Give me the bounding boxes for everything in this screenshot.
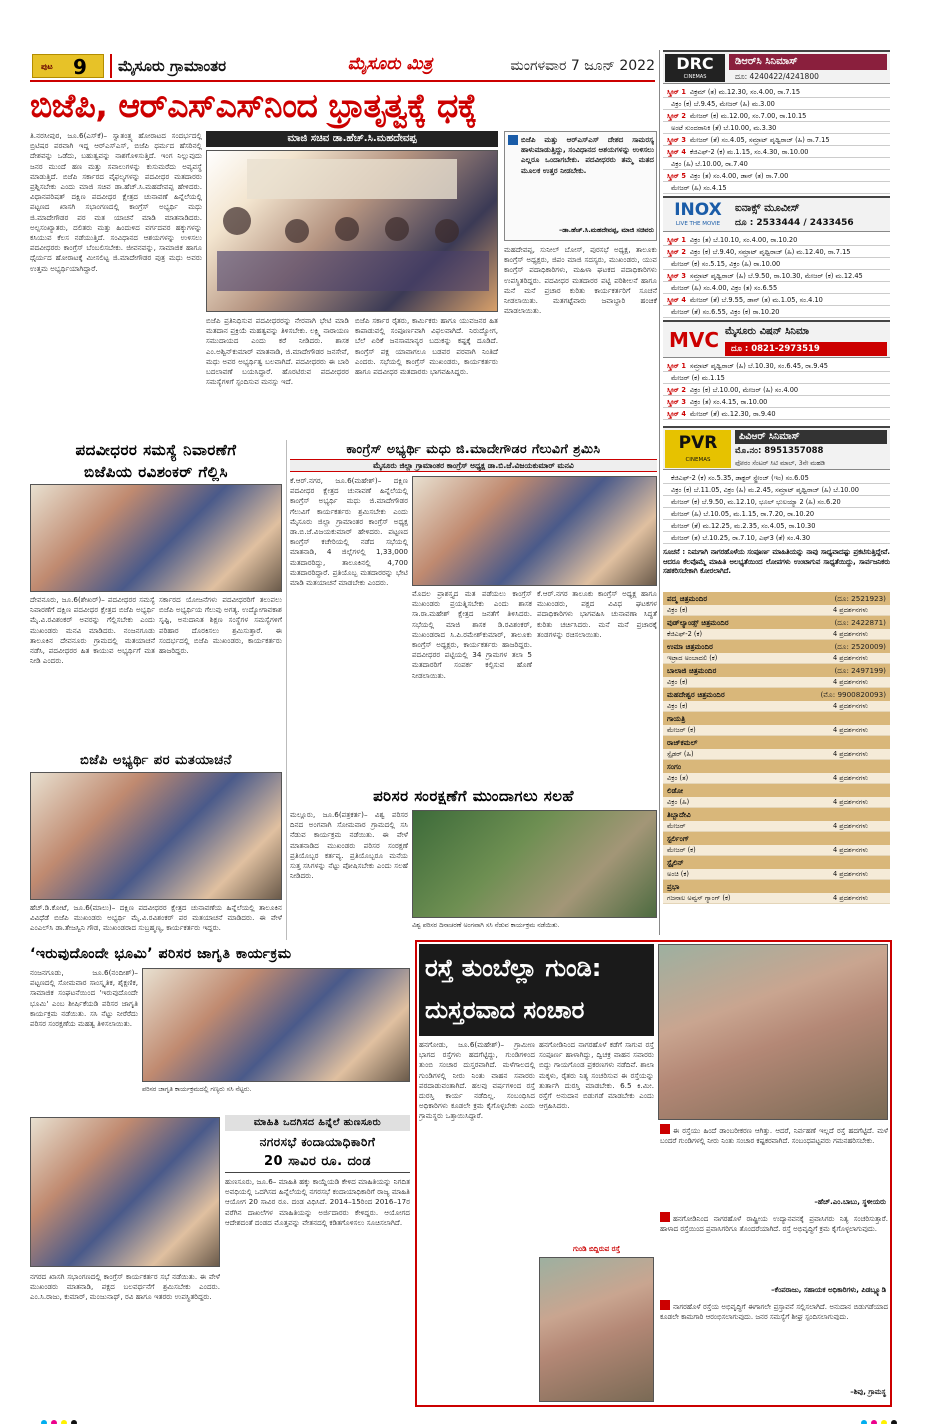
theatre-title: ಸಂಗಂ (667, 762, 682, 771)
theatre-name (663, 640, 890, 653)
story4-subhead: ಮೈಸೂರು ಜಿಲ್ಲಾ ಗ್ರಾಮಾಂತರ ಕಾಂಗ್ರೆಸ್ ಅಧ್ಯಕ್ಷ ಡಾ.ಬಿ.ಜೆ.ವಿಜಯಕುಮಾರ್ ಮನವಿ (290, 459, 657, 472)
theatre-show-row (663, 629, 890, 640)
theatre-show-info: 4 ಪ್ರದರ್ಶನಗಳು (832, 678, 868, 686)
theatre-show-row (663, 845, 890, 856)
page-number: 9 (73, 55, 87, 79)
theatre-phone: (ದೂ: 2497199) (834, 666, 886, 675)
theatre-show-info: 4 ಪ್ರದರ್ಶನಗಳು (832, 822, 868, 830)
story2-photo (30, 484, 282, 592)
inox-logo-text: INOX (674, 200, 722, 220)
mvc-schedule-row (663, 360, 890, 372)
mvc-schedule-row (663, 372, 890, 384)
mvc-schedule-row (663, 408, 890, 420)
story8-headline-line2: ದುಸ್ತರವಾದ ಸಂಚಾರ (425, 996, 585, 1024)
pvr-showtimes: ಮೇಜರ್ (ತೆ) ಮ.12.25, ಮ.2.35, ಸಂ.4.05, ರಾ.10.30 (671, 522, 816, 530)
story3-body: ಹೆಚ್.ಡಿ.ಕೋಟೆ, ಜೂ.6(ಮಾಲು)– ದಕ್ಷಿಣ ಪದವೀಧರರ ಕ್ಷೇತ್ರದ ಚುನಾವಣೆಯ ಹಿನ್ನೆಲೆಯಲ್ಲಿ ತಾಲೂಕಿನ ವಿವಿಧೆಡೆ ಬಿಜೆಪಿ ಮುಖಂಡರು ಅಭ್ಯರ್ಥಿ ಮೈ.ವಿ.ರವಿಶಂಕರ್ ಪರ ಮತಯಾಚನೆ ಮಾಡಿದರು. ಈ ವೇಳೆ ಎಂಎಲ್‌ಸಿ ಡಾ.ತೇಜಸ್ವಿನಿ ಗೌಡ, ಮುಖಂಡರಾದ ಸುಬ್ರಹ್ಮಣ್ಯ, ಕಾರ್ಯಕರ್ತರು ಇದ್ದರು. (30, 903, 282, 933)
page-header (30, 50, 655, 82)
story8-note-1 (660, 1124, 888, 1196)
drc-screen-label: ಸ್ಕ್ರೀನ್ 1 (667, 88, 686, 96)
main-headline: ಬಿಜೆಪಿ, ಆರ್‌ಎಸ್‌ಎಸ್‌ನಿಂದ ಭ್ರಾತೃತ್ವಕ್ಕೆ ಧಕ್ಕೆ (30, 86, 477, 125)
mvc-showtimes: ಸಮ್ರಾಟ್ ಪೃಥ್ವಿರಾಜ್ (ಹಿ) ಬೆ.10.30, ಸಂ.6.45, ರಾ.9.45 (689, 362, 828, 370)
story8-note-1-attrib: –ಹೆಚ್.ಎಂ.ಬಾಬು, ಸ್ಥಳೀಯರು (814, 1198, 886, 1206)
theatre-film: ಗಜನಾಲ ಅವ್ವಸ್ ಗ್ಯಾಂಗ್ (ಕ) (667, 894, 731, 902)
story8-headline-line1: ರಸ್ತೆ ತುಂಬೆಲ್ಲಾ ಗುಂಡಿ: (425, 954, 602, 982)
story8-photo-bottom (539, 1257, 654, 1402)
theatre-film: ವಿಕ್ರಂ (ತ) (667, 774, 689, 782)
story4-photo (412, 476, 657, 586)
theatre-show-info: 4 ಪ್ರದರ್ಶನಗಳು (832, 654, 868, 662)
theatre-show-row (663, 821, 890, 832)
registration-marks (40, 1412, 900, 1420)
drc-showtimes: ವಿಕ್ರಂ (ಹಿ) ಬೆ.10.00, ರಾ.7.40 (671, 160, 748, 168)
pvr-schedule-row (663, 508, 890, 520)
story4-headline: ಕಾಂಗ್ರೆಸ್ ಅಭ್ಯರ್ಥಿ ಮಧು ಜಿ.ಮಾದೇಗೌಡರ ಗೆಲುವಿಗೆ ಶ್ರಮಿಸಿ (346, 441, 601, 456)
pvr-schedule-row (663, 484, 890, 496)
story5-body: ಮಲ್ಲೂರು, ಜೂ.6(ಪತ್ರಕರ್ತ)– ವಿಶ್ವ ಪರಿಸರ ದಿನದ ಅಂಗವಾಗಿ ಸೋಮವಾರ ಗ್ರಾಮದಲ್ಲಿ ಸಸಿ ನೆಡುವ ಕಾರ್ಯಕ್ರಮ ನಡೆಯಿತು. ಈ ವೇಳೆ ಮಾತನಾಡಿದ ಮುಖಂಡರು ಪರಿಸರ ಸಂರಕ್ಷಣೆ ಪ್ರತಿಯೊಬ್ಬರ ಕರ್ತವ್ಯ. ಪ್ರತಿಯೊಬ್ಬರೂ ಮನೆಯ ಸುತ್ತ ಸಸಿಗಳನ್ನು ನೆಟ್ಟು ಪೋಷಿಸಬೇಕು ಎಂದು ಸಲಹೆ ನೀಡಿದರು. (290, 810, 408, 881)
theatre-show-row (663, 893, 890, 904)
story6-photo (142, 968, 410, 1082)
theatre-title: ರಾಜ್‌ಕಮಲ್ (667, 738, 698, 747)
drc-screen-label: ಸ್ಕ್ರೀನ್ 2 (667, 112, 686, 120)
drc-screen-label: ಸ್ಕ್ರೀನ್ 3 (667, 136, 686, 144)
drc-logo (665, 54, 725, 82)
main-story-body-middle-a: ಬಿಜೆಪಿ ಪ್ರತಿನಿಧಿಸುವ ಪದವೀಧರರನ್ನು ನೇರವಾಗಿ ಭೇಟಿ ಮಾಡಿ ಮತದಾನ ಪ್ರಕ್ರಿಯೆ ಮಹತ್ವವನ್ನು ತಿಳಿಸಬೇಕು. ಲಕ್ಷ್ಮಿ ನಾರಾಯಣ ಸಮುದಾಯದ ಎಂದು ಕರೆ ನೀಡಿದರು. ಶಾಸಕ ಎಂ.ಅಶ್ವಿನ್‌ಕುಮಾರ್ ಮಾತನಾಡಿ, ಜಿ.ಮಾದೇಗೌಡರ ಜನಸೇವೆ, ಮಧು ಅವರ ಅಭ್ಯರ್ಥಿತ್ವ ಬಲವಾಗಿದೆ. ಪದವೀಧರರು ಈ ಬಾರಿ ಬದಲಾವಣೆ ಬಯಸಿದ್ದಾರೆ. ಹೊರಟಿರುವ ಪದವೀಧರರ ಸಮಸ್ಯೆಗಳಿಗೆ ಸ್ಪಂದಿಸುವ ಮನಸ್ಸು ಇದೆ. (206, 316, 349, 387)
pvr-showtimes: ಕೆಜಿಎಫ್-2 (ಕ) ಸಂ.5.35, ಡಾಕ್ಟರ್ ಸ್ಟ್ರೇಂಜ್ (ಇಂ) ಸಂ.6.05 (671, 474, 809, 482)
drc-showtimes: ಮೇಜರ್ (ಕ) ಮ.12.00, ಸಂ.7.00, ರಾ.10.15 (689, 112, 807, 120)
inox-schedule-row (663, 258, 890, 270)
drc-schedule-row (663, 182, 890, 194)
theatre-film: ವಿಕ್ರಂ (ಕ) (667, 606, 688, 614)
story7-headline-box (225, 1115, 410, 1173)
inox-showtimes: ಸಮ್ರಾಟ್ ಪೃಥ್ವಿರಾಜ್ (ಹಿ) ಬೆ.9.50, ರಾ.10.30, ಮೇಜರ್ (ಕ) ಮ.12.45 (689, 272, 863, 280)
story8-note-3 (660, 1300, 888, 1384)
pvr-showtimes: ಮೇಜರ್ (ತ) ಬೆ.10.25, ರಾ.7.10, ಎಫ್3 (ತೆ) ಸಂ.4.30 (671, 534, 811, 542)
story5-headline: ಪರಿಸರ ಸಂರಕ್ಷಣೆಗೆ ಮುಂದಾಗಲು ಸಲಹೆ (373, 787, 574, 805)
theatre-name (663, 616, 890, 629)
drc-schedule-row (663, 170, 890, 182)
theatre-name (663, 856, 890, 869)
inox-name: ಐನಾಕ್ಸ್ ಮೂವೀಸ್ (735, 202, 800, 214)
drc-schedule-row (663, 86, 890, 98)
theatre-show-row (663, 797, 890, 808)
theatre-show-info: 4 ಪ್ರದರ್ಶನಗಳು (832, 798, 868, 806)
inox-screen-label: ಸ್ಕ್ರೀನ್ 4 (667, 296, 686, 304)
drc-header (663, 50, 890, 84)
inox-showtimes: ವಿಕ್ರಂ (ತ) ಬೆ.10.10, ಸಂ.4.00, ರಾ.10.20 (689, 236, 798, 244)
bullet-square-icon (660, 1124, 670, 1134)
inox-schedule-row (663, 246, 890, 258)
theatre-name (663, 808, 890, 821)
pvr-schedule-row (663, 520, 890, 532)
pvr-address: ಫೋರಂ ಸೆಂಟರ್ ಸಿಟಿ ಮಾಲ್, 3ನೇ ಮಹಡಿ (735, 459, 825, 467)
inox-header (663, 196, 890, 232)
drc-schedule-row (663, 158, 890, 170)
story6-caption: ಪರಿಸರ ಜಾಗೃತಿ ಕಾರ್ಯಕ್ರಮದಲ್ಲಿ ಗಣ್ಯರು ಸಸಿ ನೆಟ್ಟರು. (142, 1085, 252, 1093)
inox-screen-label: ಸ್ಕ್ರೀನ್ 1 (667, 236, 686, 244)
theatre-title: ವುಡ್‌ಲ್ಯಾಂಡ್ಸ್ ಚಿತ್ರಮಂದಿರ (667, 618, 729, 627)
theatre-film: ಮೇಜರ್ (667, 822, 686, 830)
mvc-showtimes: ಮೇಜರ್ (ತೆ) ಮ.12.30, ರಾ.9.40 (689, 410, 776, 418)
story8-note-2-text: ಹನಗೋಡಿನಿಂದ ನಾಗರಹೊಳೆ ರಾಷ್ಟ್ರೀಯ ಉದ್ಯಾನವನಕ್ಕೆ ಪ್ರವಾಸಿಗರು ನಿತ್ಯ ಸಂಚರಿಸುತ್ತಾರೆ. ಹಾಳಾದ ರಸ್ತೆಯಿಂದ ಪ್ರವಾಸಿಗರಿಗೂ ತೊಂದರೆಯಾಗಿದೆ. ರಸ್ತೆ ಅಭಿವೃದ್ಧಿಗೆ ಕ್ರಮ ಕೈಗೊಳ್ಳಲಾಗುವುದು. (660, 1215, 888, 1233)
pvr-phone: ಮೊ.ನಂ: 8951357088 (735, 446, 824, 456)
story5-caption: ವಿಶ್ವ ಪರಿಸರ ದಿನಾಚರಣೆ ಅಂಗವಾಗಿ ಸಸಿ ನೆಡುವ ಕಾರ್ಯಕ್ರಮ ನಡೆಯಿತು. (412, 921, 560, 929)
column-rule (286, 440, 287, 940)
mvc-screen-label: ಸ್ಕ್ರೀನ್ 2 (667, 386, 686, 394)
bullet-square-icon (660, 1212, 670, 1222)
page-number-badge (32, 54, 104, 78)
story6-body: ನಂಜನಗೂಡು, ಜೂ.6(ನಂದೀಶ್)– ಪಟ್ಟಣದಲ್ಲಿ ಸೋಮವಾರ ಸಾಂಸ್ಕೃತಿಕ, ಶೈಕ್ಷಣಿಕ, ಸಾಮಾಜಿಕ ಸಂಘಟನೆಯಿಂದ 'ಇರುವುದೊಂದೇ ಭೂಮಿ' ಎಂಬ ಶೀರ್ಷಿಕೆಯಡಿ ಪರಿಸರ ಜಾಗೃತಿ ಕಾರ್ಯಕ್ರಮ ನಡೆಯಿತು. ಸಸಿ ನೆಟ್ಟು ನೀರೆರೆದು ಪರಿಸರ ಸಂರಕ್ಷಣೆಯ ಮಹತ್ವ ತಿಳಿಸಲಾಯಿತು. (30, 968, 138, 1029)
story9-photo (30, 1117, 220, 1267)
theatre-title: ತಿಬ್ಬಾದೇವಿ (667, 810, 691, 819)
mvc-header (663, 320, 890, 358)
inox-schedule-row (663, 294, 890, 306)
drc-screen-label: ಸ್ಕ್ರೀನ್ 5 (667, 172, 686, 180)
inox-schedule-row (663, 234, 890, 246)
inox-screen-label: ಸ್ಕ್ರೀನ್ 2 (667, 248, 686, 256)
theatre-show-info: 4 ಪ್ರದರ್ಶನಗಳು (832, 750, 868, 758)
drc-schedule-row (663, 122, 890, 134)
inox-logo-sub: LIVE THE MOVIE (675, 221, 721, 227)
inox-schedule-row (663, 270, 890, 282)
main-story-subhead: ಮಾಜಿ ಸಚಿವ ಡಾ.ಹೆಚ್.ಸಿ.ಮಹದೇವಪ್ಪ (206, 131, 498, 147)
inox-showtimes: ಮೇಜರ್ (ಹಿ) ಸಂ.4.00, ವಿಕ್ರಂ (ತ) ಸಂ.6.55 (671, 284, 778, 292)
theatre-show-info: 4 ಪ್ರದರ್ಶನಗಳು (832, 606, 868, 614)
theatre-title: ಸ್ಟೈಲಿನ್ (667, 858, 684, 867)
mvc-screen-label: ಸ್ಕ್ರೀನ್ 1 (667, 362, 686, 370)
story2-body: ದೇವನೂರು, ಜೂ.6(ಶೇಖರ್)– ಪದವೀಧರರ ಸಮಸ್ಯೆ ನಿವಾರಣೆಗೆ ದಕ್ಷಿಣ ಪದವೀಧರ ಕ್ಷೇತ್ರದ ಬಿಜೆಪಿ ಅಭ್ಯರ್ಥಿ ಮೈ.ವಿ.ರವಿಶಂಕರ್ ಅವರನ್ನು ಗೆಲ್ಲಿಸಬೇಕು ಎಂದು ಮುಖಂಡರು ಮನವಿ ಮಾಡಿದರು. ನಂಜನಗೂಡು ತಾಲೂಕಿನ ದೇವನೂರು ಗ್ರಾಮದಲ್ಲಿ ಮತಯಾಚನೆ ನಡೆಸಿ, ಪದವೀಧರರ ಹಿತ ಕಾಯುವ ಅಭ್ಯರ್ಥಿಗೆ ಮತ ನೀಡಿ ಎಂದರು. (30, 595, 155, 666)
theatre-title: ಲಿಡೋ (667, 786, 684, 795)
main-story-body-right: ಮಹದೇವಪ್ಪ, ಸುನೀಲ್ ಬೋಸ್, ಪುರಸಭೆ ಅಧ್ಯಕ್ಷ, ತಾಲೂಕು ಕಾಂಗ್ರೆಸ್ ಅಧ್ಯಕ್ಷರು, ಜಿಪಂ ಮಾಜಿ ಸದಸ್ಯರು, ಮುಖಂಡರು, ಯುವ ಕಾಂಗ್ರೆಸ್ ಪದಾಧಿಕಾರಿಗಳು, ಮಹಿಳಾ ಘಟಕದ ಪದಾಧಿಕಾರಿಗಳು ಉಪಸ್ಥಿತರಿದ್ದರು. ಪದವೀಧರ ಮತದಾರರ ಪಟ್ಟಿ ಪರಿಶೀಲನೆ ಹಾಗೂ ಮನೆ ಮನೆ ಪ್ರಚಾರ ಕುರಿತು ಕಾರ್ಯಕರ್ತರಿಗೆ ಸೂಚನೆ ನೀಡಲಾಯಿತು. ಮತಗಟ್ಟೆವಾರು ಜವಾಬ್ದಾರಿ ಹಂಚಿಕೆ ಮಾಡಲಾಯಿತು. (504, 245, 657, 316)
inox-schedule-row (663, 306, 890, 318)
theatre-title: ಪ್ರಭಾ (667, 882, 680, 891)
theatre-film: ವಿಕ್ರಂ (ಹಿ) (667, 798, 690, 806)
theatre-title: ಬಾಲಾಜಿ ಚಿತ್ರಮಂದಿರ (667, 666, 717, 675)
drc-showtimes: ಕೆಜಿಎಫ್-2 (ಕ) ಮ.1.15, ಸಂ.4.30, ರಾ.10.00 (689, 148, 809, 156)
story8-body: ಹನಗೋಡು, ಜೂ.6(ಮಹೇಶ್)– ಗ್ರಾಮೀಣ ಭಾಗದ ರಸ್ತೆಗಳು ಹದಗೆಟ್ಟಿದ್ದು, ಗುಂಡಿಗಳಿಂದ ತುಂಬಿ ಸಂಚಾರ ದುಸ್ತರವಾಗಿದೆ. ಮಳೆಗಾಲದಲ್ಲಿ ಗುಂಡಿಗಳಲ್ಲಿ ನೀರು ನಿಂತು ವಾಹನ ಸವಾರರು ಪರದಾಡುವಂತಾಗಿದೆ. ಹಲವು ವರ್ಷಗಳಿಂದ ರಸ್ತೆ ದುರಸ್ತಿ ಕಾರ್ಯ ನಡೆದಿಲ್ಲ. ಸಂಬಂಧಿಸಿದ ಅಧಿಕಾರಿಗಳು ಕೂಡಲೇ ಕ್ರಮ ಕೈಗೊಳ್ಳಬೇಕು ಎಂದು ಗ್ರಾಮಸ್ಥರು ಒತ್ತಾಯಿಸಿದ್ದಾರೆ. (419, 1040, 535, 1121)
theatre-show-row (663, 869, 890, 880)
story8-body-2: ಹನಗೋಡಿನಿಂದ ನಾಗರಹೊಳೆ ಕಡೆಗೆ ಸಾಗುವ ರಸ್ತೆ ಸಂಪೂರ್ಣ ಹಾಳಾಗಿದ್ದು, ದ್ವಿಚಕ್ರ ವಾಹನ ಸವಾರರು ಬಿದ್ದು ಗಾಯಗೊಂಡ ಪ್ರಕರಣಗಳು ನಡೆದಿವೆ. ಶಾಲಾ ಮಕ್ಕಳು, ರೈತರು ನಿತ್ಯ ಸಂಚರಿಸುವ ಈ ರಸ್ತೆಯನ್ನು ತುರ್ತಾಗಿ ದುರಸ್ತಿ ಮಾಡಬೇಕು. 6.5 ಕಿ.ಮೀ. ರಸ್ತೆಗೆ ಅನುದಾನ ಬಿಡುಗಡೆ ಮಾಡಬೇಕು ಎಂದು ಆಗ್ರಹಿಸಿದರು. (539, 1040, 654, 1111)
drc-showtimes: ಅಂಟೆ ಸುಂದರಾನಿಕಿ (ತೆ) ಬೆ.10.00, ಮ.3.30 (671, 124, 777, 132)
pvr-name: ಪಿವಿಆರ್ ಸಿನಿಮಾಸ್ (735, 430, 887, 444)
drc-phone: ದೂ: 4240422/4241800 (735, 72, 819, 81)
quote-marker (508, 135, 518, 145)
theatre-phone: (ದೂ: 2521923) (834, 594, 886, 603)
theatre-name (663, 712, 890, 725)
story8-photo-top (658, 944, 888, 1120)
story4-body-3: ಕೆ.ಆರ್.ನಗರ ತಾಲೂಕು ಕಾಂಗ್ರೆಸ್ ಅಧ್ಯಕ್ಷ ಹಾಗೂ ಮುಖಂಡರು, ಪಕ್ಷದ ವಿವಿಧ ಘಟಕಗಳ ಪದಾಧಿಕಾರಿಗಳು ಭಾಗವಹಿಸಿ ಚುನಾವಣಾ ಸಿದ್ಧತೆ ಕುರಿತು ಚರ್ಚಿಸಿದರು. ಮನೆ ಮನೆ ಪ್ರಚಾರಕ್ಕೆ ತಂಡಗಳನ್ನು ರಚಿಸಲಾಯಿತು. (537, 589, 657, 639)
main-story-quote: ಬಿಜೆಪಿ ಮತ್ತು ಆರ್‌ಎಸ್‌ಎಸ್ ದೇಶದ ಸಾಮರಸ್ಯ ಹಾಳುಮಾಡುತ್ತಿದ್ದು, ಸಂವಿಧಾನದ ಆಶಯಗಳನ್ನು ಉಳಿಸಲು ಎಲ್ಲರೂ ಒಂದಾಗಬೇಕು. ಪದವೀಧರರು ತಮ್ಮ ಮತದ ಮೂಲಕ ಉತ್ತರ ನೀಡಬೇಕು. (521, 135, 654, 175)
drc-showtimes: ವಿಕ್ರಮ್ (ತ) ಮ.12.30, ಸಂ.4.00, ರಾ.7.15 (689, 88, 801, 96)
theatre-title: ಮಹದೇಶ್ವರ ಚಿತ್ರಮಂದಿರ (667, 690, 725, 699)
pvr-schedule-row (663, 472, 890, 484)
mvc-showtimes: ವಿಕ್ರಂ (ಕ) ಬೆ.10.00, ಮೇಜರ್ (ಹಿ) ಸಂ.4.00 (689, 386, 799, 394)
story4-body-2: ಮೊದಲ ಪ್ರಾಶಸ್ತ್ಯದ ಮತ ಪಡೆಯಲು ಕಾಂಗ್ರೆಸ್ ಮುಖಂಡರು ಪ್ರಯತ್ನಿಸಬೇಕು ಎಂದು ಶಾಸಕ ಸಾ.ರಾ.ಮಹೇಶ್ ಕ್ಷೇತ್ರದ ಜನತೆಗೆ ತಿಳಿಸಿದರು. ಸಭೆಯಲ್ಲಿ ಮಾಜಿ ಶಾಸಕ ಡಿ.ರವಿಶಂಕರ್, ಮುಖಂಡರಾದ ಸಿ.ಪಿ.ರಮೇಶ್‌ಕುಮಾರ್, ತಾಲೂಕು ಕಾಂಗ್ರೆಸ್ ಅಧ್ಯಕ್ಷರು, ಕಾರ್ಯಕರ್ತರು ಹಾಜರಿದ್ದರು. ಪದವೀಧರರ ಪಟ್ಟಿಯಲ್ಲಿ 34 ಗ್ರಾಮಗಳ ತಲಾ 5 ಮತದಾರರಿಗೆ ಸಂಪರ್ಕ ಕಲ್ಪಿಸುವ ಹೊಣೆ ನೀಡಲಾಯಿತು. (412, 589, 532, 680)
theatre-name (663, 832, 890, 845)
main-story-quote-attrib: –ಡಾ.ಹೆಚ್.ಸಿ.ಮಹದೇವಪ್ಪ, ಮಾಜಿ ಸಚಿವರು (558, 226, 654, 234)
inox-logo (665, 200, 731, 230)
pvr-logo-text: PVR (678, 433, 718, 453)
drc-schedule-row (663, 98, 890, 110)
story9-body: ನಗರದ ಖಾಸಗಿ ಸಭಾಂಗಣದಲ್ಲಿ ಕಾಂಗ್ರೆಸ್ ಕಾರ್ಯಕರ್ತರ ಸಭೆ ನಡೆಯಿತು. ಈ ವೇಳೆ ಮುಖಂಡರು ಮಾತನಾಡಿ, ಪಕ್ಷದ ಬಲವರ್ಧನೆಗೆ ಶ್ರಮಿಸಬೇಕು ಎಂದರು. ಎಂ.ಸಿ.ರಾಜು, ಕುಮಾರ್, ಮಂಜುನಾಥ್, ರವಿ ಹಾಗೂ ಇತರರು ಉಪಸ್ಥಿತರಿದ್ದರು. (30, 1272, 220, 1302)
theatre-show-row (663, 749, 890, 760)
pvr-showtimes: ಮೇಜರ್ (ಕ) ಬೆ.9.50, ಮ.12.10, ಭೂಲ್ ಭುಲಯ್ಯಾ 2 (ಹಿ) ಸಂ.6.20 (671, 498, 841, 506)
theatre-title: ಉಮಾ ಚಿತ್ರಮಂದಿರ (667, 642, 713, 651)
theatre-phone: (ದೂ: 2520009) (834, 642, 886, 651)
inox-phone: ದೂ : 2533444 / 2433456 (735, 218, 854, 228)
mvc-showtimes: ಮೇಜರ್ (ಕ) ಮ.1.15 (671, 374, 725, 382)
theatre-film: ಅಂಚಿ (ಕ) (667, 870, 689, 878)
theatre-show-info: 4 ಪ್ರದರ್ಶನಗಳು (832, 630, 868, 638)
theatre-name (663, 880, 890, 893)
story3-photo (30, 772, 282, 900)
drc-logo-sub: CINEMAS (683, 74, 707, 80)
theatre-name (663, 784, 890, 797)
inox-showtimes: ಮೇಜರ್ (ತೆ) ಬೆ.9.55, ಡಾನ್ (ತ) ಮ.1.05, ಸಂ.4.10 (689, 296, 823, 304)
inox-schedule-row (663, 282, 890, 294)
story8-note-2 (660, 1212, 888, 1284)
drc-showtimes: ವಿಕ್ರಂ (ಕ) ಬೆ.9.45, ಮೇಜರ್ (ಹಿ) ಮ.3.00 (671, 100, 775, 108)
story7-headline-line3: 20 ಸಾವಿರ ರೂ. ದಂಡ (264, 1154, 371, 1169)
header-rule (30, 80, 655, 82)
mvc-showtimes: ವಿಕ್ರಂ (ತ) ಸಂ.4.15, ರಾ.10.00 (689, 398, 768, 406)
story2-headline-line1: ಪದವೀಧರರ ಸಮಸ್ಯೆ ನಿವಾರಣೆಗೆ (75, 441, 237, 459)
drc-name: ಡಿಆರ್‌ಸಿ ಸಿನಿಮಾಸ್ (729, 54, 887, 70)
pvr-note: ಸೂಚನೆ : ನಿಮಗಾಗಿ ನಾಗರಹೊಳೆಯ ಸಂಪೂರ್ಣ ಮಾಹಿತಿಯನ್ನು ನಾವು ಸಾಧ್ಯವಾದಷ್ಟು ಪ್ರಕಟಿಸುತ್ತಿದ್ದೇವೆ. ಆದರೂ ಕೆಲವೊಮ್ಮೆ ಮಾಹಿತಿ ಅಲಭ್ಯತೆಯಿಂದ ಲೋಪಗಳು ಉಂಟಾಗುವ ಸಾಧ್ಯತೆಯಿದ್ದು, ಸಾರ್ವಜನಿಕರು ಸಹಕರಿಸಬೇಕಾಗಿ ಕೋರಲಾಗಿದೆ. (663, 548, 890, 576)
theatre-name (663, 736, 890, 749)
mvc-screen-label: ಸ್ಕ್ರೀನ್ 3 (667, 398, 686, 406)
main-story-photo (206, 150, 498, 312)
theatre-film: ವಿಕ್ರಂ (ಕ) (667, 678, 688, 686)
pvr-schedule-row (663, 496, 890, 508)
mvc-phone: ದೂ : 0821-2973519 (725, 342, 887, 356)
mvc-screen-label: ಸ್ಕ್ರೀನ್ 4 (667, 410, 686, 418)
story8-note-3-attrib: –ಶಿವು, ಗ್ರಾಮಸ್ಥ (850, 1388, 886, 1396)
theatre-film: ಮೇಜರ್ (ಕ) (667, 846, 696, 854)
theatre-show-info: 4 ಪ್ರದರ್ಶನಗಳು (832, 726, 868, 734)
theatre-show-info: 4 ಪ್ರದರ್ಶನಗಳು (832, 702, 868, 710)
theatre-title: ಪದ್ಮ ಚಿತ್ರಮಂದಿರ (667, 594, 708, 603)
story8-note-2-attrib: –ಕೆಂಪರಾಜು, ಸಹಾಯಕ ಅಧಿಕಾರಿಗಳು, ಪಿಡಬ್ಲ್ಯೂಡಿ (771, 1286, 886, 1294)
mvc-name: ಮೈಸೂರು ವಿಷನ್ ಸಿನಿಮಾ (725, 326, 810, 337)
main-story-body-middle-b: ಬಿಜೆಪಿ ಸರ್ಕಾರ ರೈತರು, ಕಾರ್ಮಿಕರು ಹಾಗೂ ಯುವಜನರ ಹಿತ ಕಾಪಾಡುವಲ್ಲಿ ಸಂಪೂರ್ಣವಾಗಿ ವಿಫಲವಾಗಿದೆ. ನಿರುದ್ಯೋಗ, ಬೆಲೆ ಏರಿಕೆ ಜನಸಾಮಾನ್ಯರ ಬದುಕನ್ನು ಕಷ್ಟಕ್ಕೆ ದೂಡಿದೆ. ಕಾಂಗ್ರೆಸ್ ಪಕ್ಷ ಯಾವಾಗಲೂ ಬಡವರ ಪರವಾಗಿ ನಿಂತಿದೆ ಎಂದರು. ಸಭೆಯಲ್ಲಿ ಕಾಂಗ್ರೆಸ್ ಮುಖಂಡರು, ಕಾರ್ಯಕರ್ತರು ಹಾಗೂ ಪದವೀಧರ ಮತದಾರರು ಭಾಗವಹಿಸಿದ್ದರು. (355, 316, 498, 377)
story8-headline-band (419, 944, 654, 1036)
bullet-square-icon (660, 1300, 670, 1310)
theatre-film: ಇಟ್ರಾದ ಅಂಬಾದಲಿ (ಕ) (667, 654, 718, 662)
theatre-film: ಮೇಜರ್ (ಕ) (667, 726, 696, 734)
drc-showtimes: ಮೇಜರ್ (ಹಿ) ಸಂ.4.15 (671, 184, 727, 192)
theatre-name (663, 760, 890, 773)
story2-headline-line2: ಬಿಜೆಪಿಯ ರವಿಶಂಕರ್ ಗೆಲ್ಲಿಸಿ (84, 463, 228, 481)
inox-showtimes: ವಿಕ್ರಂ (ಕ) ಬೆ.9.40, ಸಮ್ರಾಟ್ ಪೃಥ್ವಿರಾಜ್ (ಹಿ) ಮ.12.40, ರಾ.7.15 (689, 248, 851, 256)
theatre-show-info: 4 ಪ್ರದರ್ಶನಗಳು (832, 846, 868, 854)
section-label: ಮೈಸೂರು ಗ್ರಾಮಾಂತರ (110, 54, 330, 78)
theatre-phone: (ದೂ: 2422871) (834, 618, 886, 627)
drc-showtimes: ವಿಕ್ರಂ (ತ) ಸಂ.4.00, ಡಾನ್ (ತ) ರಾ.7.00 (689, 172, 789, 180)
drc-logo-text: DRC (676, 54, 714, 73)
story7-body: ಹುಣಸೂರು, ಜೂ.6– ಮಾಹಿತಿ ಹಕ್ಕು ಕಾಯ್ದೆಯಡಿ ಕೇಳಿದ ಮಾಹಿತಿಯನ್ನು ನಿಗದಿತ ಅವಧಿಯಲ್ಲಿ ಒದಗಿಸದ ಹಿನ್ನೆಲೆಯಲ್ಲಿ ನಗರಸಭೆ ಕಂದಾಯಾಧಿಕಾರಿಗೆ ರಾಜ್ಯ ಮಾಹಿತಿ ಆಯೋಗ 20 ಸಾವಿರ ರೂ. ದಂಡ ವಿಧಿಸಿದೆ. 2014–15ರಿಂದ 2016–17ರ ವರೆಗಿನ ದಾಖಲೆಗಳ ಮಾಹಿತಿಯನ್ನು ಅರ್ಜಿದಾರರು ಕೇಳಿದ್ದರು. ಆಯೋಗದ ಆದೇಶದಂತೆ ದಂಡದ ಮೊತ್ತವನ್ನು ವೇತನದಲ್ಲಿ ಕಡಿತಗೊಳಿಸಲು ಸೂಚಿಸಲಾಗಿದೆ. (225, 1177, 410, 1227)
theatre-show-info: 4 ಪ್ರದರ್ಶನಗಳು (832, 774, 868, 782)
story8-note-3-text: ನಾಗರಹೊಳೆ ರಸ್ತೆಯ ಅಭಿವೃದ್ಧಿಗೆ ಈಗಾಗಲೇ ಪ್ರಸ್ತಾವನೆ ಸಲ್ಲಿಸಲಾಗಿದೆ. ಅನುದಾನ ಬಿಡುಗಡೆಯಾದ ಕೂಡಲೇ ಕಾಮಗಾರಿ ಆರಂಭಿಸಲಾಗುವುದು. ಜನರ ಸಮಸ್ಯೆಗೆ ಶೀಘ್ರ ಸ್ಪಂದಿಸಲಾಗುವುದು. (660, 1303, 888, 1321)
inox-screen-label: ಸ್ಕ್ರೀನ್ 3 (667, 272, 686, 280)
theatre-show-row (663, 653, 890, 664)
main-story-quote-box (504, 131, 657, 241)
drc-schedule-row (663, 146, 890, 158)
theatre-name (663, 664, 890, 677)
theatre-show-row (663, 725, 890, 736)
story3-headline: ಬಿಜೆಪಿ ಅಭ್ಯರ್ಥಿ ಪರ ಮತಯಾಚನೆ (80, 753, 232, 768)
story4-body: ಕೆ.ಆರ್.ನಗರ, ಜೂ.6(ಮಹೇಶ್)– ದಕ್ಷಿಣ ಪದವೀಧರ ಕ್ಷೇತ್ರದ ಚುನಾವಣೆ ಹಿನ್ನೆಲೆಯಲ್ಲಿ ಕಾಂಗ್ರೆಸ್ ಅಭ್ಯರ್ಥಿ ಮಧು ಜಿ.ಮಾದೇಗೌಡರ ಗೆಲುವಿಗೆ ಕಾರ್ಯಕರ್ತರು ಶ್ರಮಿಸಬೇಕು ಎಂದು ಮೈಸೂರು ಜಿಲ್ಲಾ ಗ್ರಾಮಾಂತರ ಕಾಂಗ್ರೆಸ್ ಅಧ್ಯಕ್ಷ ಡಾ.ಬಿ.ಜೆ.ವಿಜಯಕುಮಾರ್ ಹೇಳಿದರು. ಪಟ್ಟಣದ ಕಾಂಗ್ರೆಸ್ ಕಚೇರಿಯಲ್ಲಿ ನಡೆದ ಸಭೆಯಲ್ಲಿ ಮಾತನಾಡಿ, 4 ಜಿಲ್ಲೆಗಳಲ್ಲಿ 1,33,000 ಮತದಾರರಿದ್ದು, ತಾಲೂಕಿನಲ್ಲಿ 4,700 ಮತದಾರರಿದ್ದಾರೆ. ಪ್ರತಿಯೊಬ್ಬ ಮತದಾರರನ್ನು ಭೇಟಿ ಮಾಡಿ ಮತಯಾಚನೆ ಮಾಡಬೇಕು ಎಂದರು. (290, 476, 408, 588)
mvc-logo: MVC (669, 328, 720, 352)
masthead: ಮೈಸೂರು ಮಿತ್ರ (347, 54, 433, 74)
story8-note-1-text: ಈ ರಸ್ತೆಯು ಹಿಂದೆ ಡಾಂಬರೀಕರಣ ಆಗಿತ್ತು. ಆದರೆ, ನಿರ್ವಹಣೆ ಇಲ್ಲದೆ ರಸ್ತೆ ಹದಗೆಟ್ಟಿದೆ. ಮಳೆ ಬಂದರೆ ಗುಂಡಿಗಳಲ್ಲಿ ನೀರು ನಿಂತು ಸಂಚಾರ ಕಷ್ಟಕರವಾಗಿದೆ. ಸಂಬಂಧಪಟ್ಟವರು ಗಮನಹರಿಸಬೇಕು. (660, 1127, 888, 1145)
pvr-logo-sub: CINEMAS (685, 457, 711, 463)
theatre-film: ವಿಕ್ರಂ (ಕ) (667, 702, 688, 710)
pvr-showtimes: ಮೇಜರ್ (ಹಿ) ಬೆ.10.05, ಮ.1.15, ರಾ.7.20, ರಾ.10.20 (671, 510, 815, 518)
theatre-name (663, 688, 890, 701)
story7-headline-line1: ಮಾಹಿತಿ ಒದಗಿಸದ ಹಿನ್ನೆಲೆ ಹುಣಸೂರು (225, 1115, 410, 1131)
theatre-title: ಸ್ಟರ್ಲಿಂಗ್ (667, 834, 690, 843)
story5-photo (412, 810, 657, 918)
theatre-phone: (ಮೊ: 9900820093) (820, 690, 886, 699)
theatre-show-row (663, 701, 890, 712)
theatre-show-row (663, 677, 890, 688)
page-word: ಪುಟ (41, 62, 53, 71)
pvr-header (663, 426, 890, 470)
inox-showtimes: ಮೇಜರ್ (ಕ) ಸಂ.5.15, ವಿಕ್ರಂ (ಹಿ) ರಾ.10.00 (671, 260, 781, 268)
drc-schedule-row (663, 110, 890, 122)
theatre-show-info: 4 ಪ್ರದರ್ಶನಗಳು (832, 870, 868, 878)
story2-body-2: ಸರ್ಕಾರದ ಯೋಜನೆಗಳು ಪದವೀಧರರಿಗೆ ತಲುಪಲು ಬಿಜೆಪಿ ಅಭ್ಯರ್ಥಿಯ ಗೆಲುವು ಅಗತ್ಯ. ಉದ್ಯೋಗಾವಕಾಶ ಸೃಷ್ಟಿ, ಅನುದಾನಿತ ಶಿಕ್ಷಣ ಸಂಸ್ಥೆಗಳ ಸಮಸ್ಯೆಗಳಿಗೆ ಪರಿಹಾರ ದೊರಕಿಸಲು ಶ್ರಮಿಸುತ್ತಾರೆ. ಈ ಸಂದರ್ಭದಲ್ಲಿ ಬಿಜೆಪಿ ಮುಖಂಡರು, ಕಾರ್ಯಕರ್ತರು ಹಾಜರಿದ್ದರು. (159, 595, 282, 656)
theatre-show-row (663, 605, 890, 616)
theatre-film: ಕೆಜಿಎಫ್-2 (ಕ) (667, 630, 703, 638)
story6-headline: ‘ಇರುವುದೊಂದೇ ಭೂಮಿ’ ಪರಿಸರ ಜಾಗೃತಿ ಕಾರ್ಯಕ್ರಮ (30, 946, 292, 962)
theatre-title: ಗಾಯತ್ರಿ (667, 714, 686, 723)
theatre-show-row (663, 773, 890, 784)
theatre-show-info: 4 ಪ್ರದರ್ಶನಗಳು (832, 894, 868, 902)
drc-screen-label: ಸ್ಕ್ರೀನ್ 4 (667, 148, 686, 156)
mvc-schedule-row (663, 384, 890, 396)
pvr-logo (665, 430, 731, 468)
inox-showtimes: ಮೇಜರ್ (ತೆ) ಸಂ.6.55, ವಿಕ್ರಂ (ಕ) ರಾ.10.20 (671, 308, 780, 316)
column-rule (659, 50, 660, 935)
header-date: ಮಂಗಳವಾರ 7 ಜೂನ್ 2022 (510, 58, 655, 74)
drc-schedule-row (663, 134, 890, 146)
story7-headline-line2: ನಗರಸಭೆ ಕಂದಾಯಾಧಿಕಾರಿಗೆ (259, 1135, 376, 1149)
theatre-name (663, 592, 890, 605)
mvc-schedule-row (663, 396, 890, 408)
pvr-showtimes: ವಿಕ್ರಂ (ಕ) ಬೆ.11.05, ವಿಕ್ರಂ (ಹಿ) ಮ.2.45, ಸಮ್ರಾಟ್ ಪೃಥ್ವಿರಾಜ್ (ಹಿ) ಬೆ.10.00 (671, 486, 859, 494)
story8-photo-caption: ಗುಂಡಿ ಬಿದ್ದಿರುವ ರಸ್ತೆ (573, 1245, 620, 1253)
pvr-schedule-row (663, 532, 890, 544)
drc-showtimes: ಮೇಜರ್ (ತೆ) ಸಂ.4.05, ಸಮ್ರಾಟ್ ಪೃಥ್ವಿರಾಜ್ (ಹಿ) ರಾ.7.15 (689, 136, 830, 144)
theatre-film: ಸ್ಪೈಡರ್ (ಹಿ) (667, 750, 694, 758)
main-story-body-left: ತಿ.ನರಸೀಪುರ, ಜೂ.6(ಎಸ್‌ಕೆ)– ಸ್ವಾತಂತ್ರ್ಯ ಹೋರಾಟದ ಸಂದರ್ಭದಲ್ಲಿ ಬ್ರಿಟಿಷರ ಪರವಾಗಿ ಇದ್ದ ಆರ್‌ಎಸ್‌ಎಸ್, ಬಿಜೆಪಿ ಧರ್ಮದ ಹೆಸರಿನಲ್ಲಿ ದೇಶವನ್ನು ಒಡೆದು, ಬಹುತ್ವವನ್ನು ನಾಶಗೊಳಿಸುತ್ತಿದೆ. ಇಂಗ ನಿಲ್ಲುವುದು ಜನರ ಮುಂದೆ ಹಣ ಮತ್ತು ಸವಾಲುಗಳನ್ನು ಕುಸುಮರೆದು ಅವ್ಯವಸ್ಥೆ ಮಾಡುತ್ತಿದೆ. ಬಿಜೆಪಿ ಸರ್ಕಾರದ ವೈಫಲ್ಯಗಳನ್ನು ಪದವೀಧರ ಮತದಾರರು ಪ್ರಶ್ನಿಸಬೇಕು ಎಂದು ಮಾಜಿ ಸಚಿವ ಡಾ.ಹೆಚ್.ಸಿ.ಮಹದೇವಪ್ಪ ಹೇಳಿದರು. ವಿಧಾನಪರಿಷತ್ ದಕ್ಷಿಣ ಪದವೀಧರ ಕ್ಷೇತ್ರದ ಚುನಾವಣೆ ಹಿನ್ನೆಲೆಯಲ್ಲಿ ಪಟ್ಟಣದ ಖಾಸಗಿ ಸಭಾಂಗಣದಲ್ಲಿ ಕಾಂಗ್ರೆಸ್ ಅಭ್ಯರ್ಥಿ ಮಧು ಜಿ.ಮಾದೇಗೌಡರ ಪರ ಮತ ಯಾಚನೆ ಮಾಡಿ ಮಾತನಾಡಿದರು. ಅಲ್ಪಸಂಖ್ಯಾತರು, ದಲಿತರು ಮತ್ತು ಹಿಂದುಳಿದ ವರ್ಗದವರ ಹಕ್ಕುಗಳನ್ನು ಕಸಿಯುವ ಕೆಲಸ ನಡೆಯುತ್ತಿದೆ. ಸಂವಿಧಾನದ ಆಶಯಗಳನ್ನು ಉಳಿಸಲು ಪದವೀಧರರು ಕಾಂಗ್ರೆಸ್ ಬೆಂಬಲಿಸಬೇಕು. ಜೀವನವನ್ನು, ಸಾಮಾಜಿಕ ಹಾಗೂ ಧೈರ್ಯದ ಹೋರಾಟಕ್ಕೆ ಮೀಸಲಿಟ್ಟ ಜಿ.ಮಾದೇಗೌಡರ ಪುತ್ರ ಮಧು ಅವರು ಉತ್ತಮ ಅಭ್ಯರ್ಥಿಯಾಗಿದ್ದಾರೆ. (30, 131, 202, 273)
